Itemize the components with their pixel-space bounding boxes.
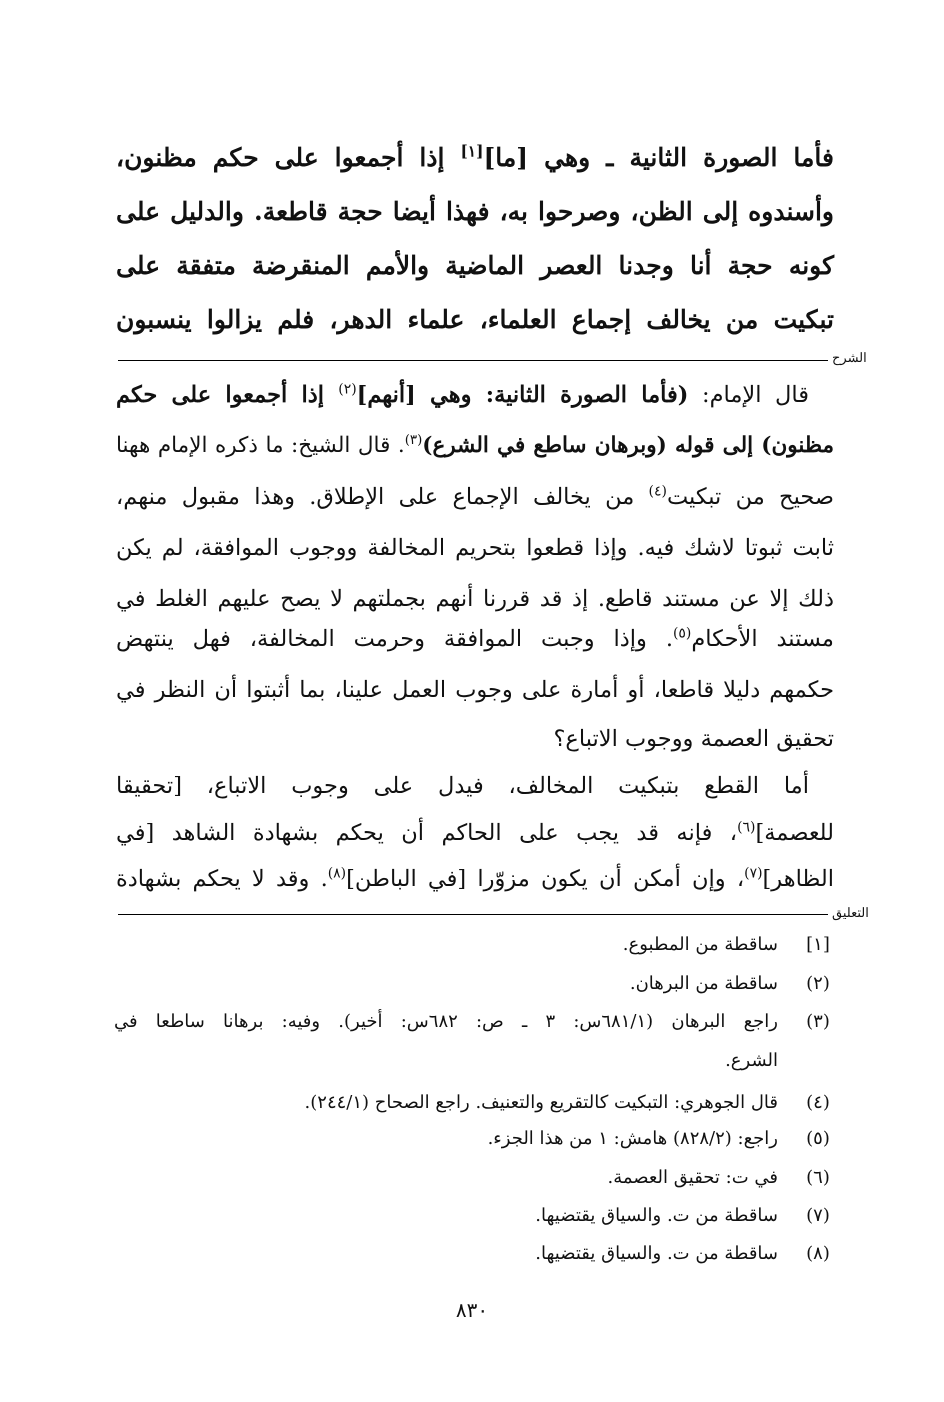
footnote-text: في ت: تحقيق العصمة. [607,1167,778,1188]
footnote [114,1092,834,1120]
footnote-text: ساقطة من المطبوع. [622,934,778,955]
matn-line: كونه حجة أنا وجدنا العصر الماضية والأمم المنقرضة متفقة على [116,251,834,280]
footnote-ref: (٢) [338,381,357,398]
footnote [114,1167,834,1195]
footnote-number: (٥) [806,1128,830,1149]
taaliq-divider [118,914,828,915]
footnote [114,1243,834,1271]
footnote-text: راجع البرهان (٦٨١/١س: ٣ ـ ص: ٦٨٢س: أخير). وفيه: برهانا ساطعا في [114,1011,778,1032]
footnote-number: (٢) [806,973,830,994]
sharh-label: الشرح [832,351,867,366]
footnote-ref: (٣) [404,432,423,448]
sharh-line: حكمهم دليلا قاطعا، أو أمارة على وجوب العمل علينا، بما أثبتوا أن النظر في [116,677,834,703]
footnote-continuation [114,1050,834,1078]
sharh-line: مستند الأحكام$^{(٥)}$. وإذا وجبت الموافقة وحرمت المخالفة، فهل ينتهض [116,625,834,652]
sharh-line: قال الإمام: (فأما الصورة الثانية: وهي [أنهم]$^{(٢)}$ إذا أجمعوا على حكم [116,381,810,408]
footnote-ref: [١] [460,141,484,161]
matn-line: فأما الصورة الثانية ـ وهي [ما][١] إذا أجمعوا على حكم مظنون، [116,141,834,172]
matn-line: وأسندوه إلى الظن، وصرحوا به، فهذا أيضا حجة قاطعة. والدليل على [116,197,834,226]
footnote-ref: (٧) [744,865,763,882]
sharh-divider [118,360,828,361]
sharh-line: صحيح من تبكيت$^{(٤)}$ من يخالف الإجماع على الإطلاق. وهذا مقبول منهم، [116,483,834,510]
footnote [114,1128,834,1156]
sharh-line: ثابت ثبوتا لاشك فيه. وإذا قطعوا بتحريم المخالفة ووجوب الموافقة، لم يكن [116,535,834,561]
footnote-ref: (٨) [327,865,347,882]
footnote-ref: (٤) [648,483,667,500]
footnote-text: الشرع. [725,1050,778,1071]
footnote-number: (٣) [806,1011,830,1032]
footnote-ref: (٦) [737,819,756,836]
matn-line: تبكيت من يخالف إجماع العلماء، علماء الدهر، فلم يزالوا ينسبون [116,305,834,334]
sharh-line: مظنون) إلى قوله (وبرهان ساطع في الشرع)$^{(٣)}$. قال الشيخ: ما ذكره الإمام ههنا [116,432,835,458]
footnote-text: ساقطة من ت. والسياق يقتضيها. [535,1205,778,1226]
footnote-text: راجع: (٨٢٨/٢) هامش: ١ من هذا الجزء. [487,1128,778,1149]
footnote [114,934,834,962]
footnote-number: [١] [806,934,830,955]
footnote-number: (٨) [806,1243,830,1264]
taaliq-label: التعليق [832,906,869,921]
footnote-number: (٧) [806,1205,830,1226]
footnote-text: ساقطة من البرهان. [629,973,778,994]
footnote [114,1011,834,1039]
footnote [114,1205,834,1233]
footnote-text: ساقطة من ت. والسياق يقتضيها. [535,1243,778,1264]
footnote [114,973,834,1001]
footnote-number: (٦) [806,1167,830,1188]
page-number: ٨٣٠ [455,1298,489,1322]
sharh-line: الظاهر]$^{(٧)}$، وإن أمكن أن يكون مزوّرا [في الباطن]$^{(٨)}$. وقد لا يحكم بشهادة [116,865,834,892]
footnote-ref: (٥) [672,625,692,642]
sharh-line: تحقيق العصمة ووجوب الاتباع؟ [553,726,834,752]
sharh-line: ذلك إلا عن مستند قاطع. إذ قد قررنا أنهم بجملتهم لا يصح عليهم الغلط في [116,586,834,612]
footnote-number: (٤) [806,1092,830,1113]
footnote-text: قال الجوهري: التبكيت كالتقريع والتعنيف. راجع الصحاح (٢٤٤/١). [304,1092,778,1113]
sharh-line: للعصمة]$^{(٦)}$، فإنه قد يجب على الحاكم أن يحكم بشهادة الشاهد [في [116,819,834,846]
sharh-line: أما القطع بتبكيت المخالف، فيدل على وجوب الاتباع، [تحقيقا [116,773,809,799]
